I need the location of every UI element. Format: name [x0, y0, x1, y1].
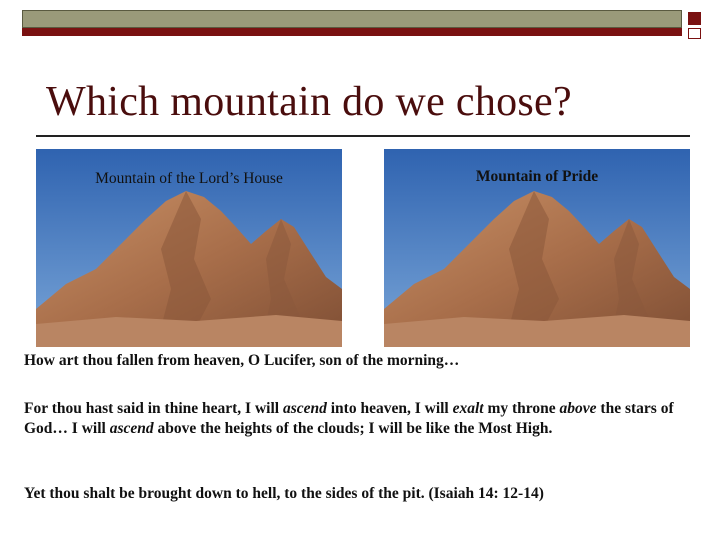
header-band [22, 10, 682, 36]
verse-line-3: Yet thou shalt be brought down to hell, to the sides of the pit. (Isaiah 14: 12-14) [24, 485, 544, 502]
verse-emphasis: exalt [452, 400, 484, 417]
verse-text: into heaven, I will [326, 400, 453, 417]
header-olive-band [22, 10, 682, 28]
header-maroon-band [22, 28, 682, 36]
mountain-photo-left [36, 149, 342, 347]
slide-title: Which mountain do we chose? [46, 79, 572, 125]
left-caption: Mountain of the Lord’s House [95, 170, 283, 187]
verse-text: For thou hast said in thine heart, I will [24, 400, 283, 417]
verse-emphasis: ascend [109, 420, 154, 437]
verse-emphasis: above [559, 400, 597, 417]
verse-line-1: How art thou fallen from heaven, O Lucifer, son of the morning… [24, 352, 460, 369]
corner-square-outline [688, 28, 701, 39]
verse-emphasis: ascend [282, 400, 327, 417]
title-underline [36, 135, 690, 137]
verse-paragraph-2 [24, 399, 696, 439]
mountain-photo-right [384, 149, 690, 347]
verse-text: the stars of God… I will [24, 400, 674, 437]
verse-text: my throne [483, 400, 560, 417]
right-caption: Mountain of Pride [475, 168, 599, 185]
verse-text: above the heights of the clouds; I will be like the Most High. [153, 420, 553, 437]
corner-square-filled [688, 12, 701, 25]
